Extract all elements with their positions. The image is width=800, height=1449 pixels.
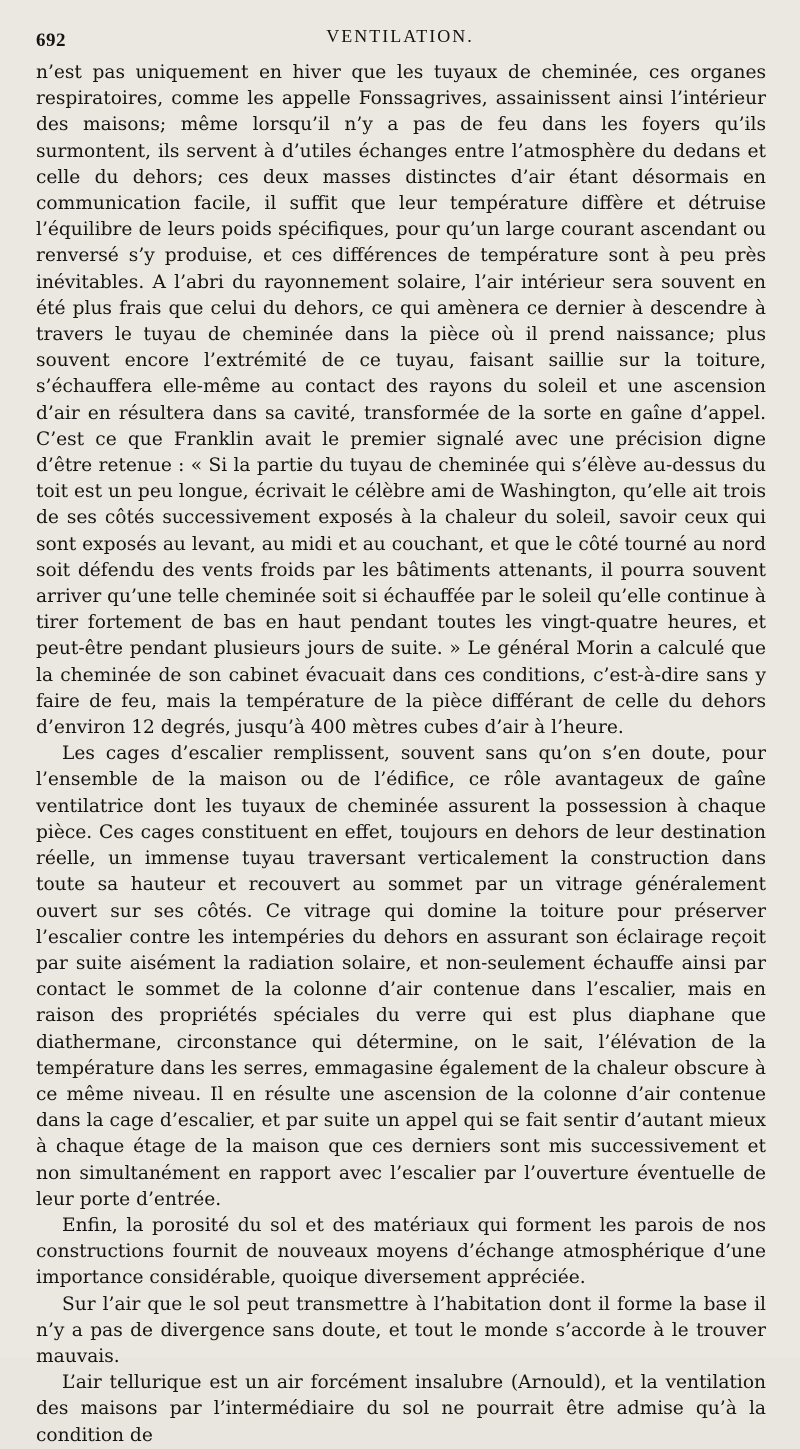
paragraph-2: Les cages d’escalier remplissent, souvent sans qu’on s’en doute, pour l’ensemble de la maison ou de l’édifice, ce rôle avantageux de gaîne ventilatrice dont les tuyaux de cheminée assurent la possession à chaque pièce. Ces cages constituent en effet, toujours en dehors de leur destination réelle, un immense tuyau traversant verticalement la construction dans toute sa hauteur et recouvert au sommet par un vitrage généralement ouvert sur ses côtés. Ce vitrage qui domine la toiture pour préserver l’escalier contre les intempéries du dehors en assurant son éclairage reçoit par suite aisément la radiation solaire, et non-seulement échauffe ainsi par contact le sommet de la colonne d’air contenue dans l’escalier, mais en raison des propriétés spéciales du verre qui est plus diaphane que diathermane, circonstance qui détermine, on le sait, l’élévation de la température dans les serres, emmagasine également de la chaleur obscure à ce même niveau. Il en résulte une ascension de la colonne d’air contenue dans la cage d’escalier, et par suite un appel qui se fait sentir d’autant mieux à chaque étage de la maison que ces derniers sont mis successivement et non simultanément en rapport avec l’escalier par l’ouverture éventuelle de leur porte d’entrée. (36, 743, 766, 1210)
running-head (36, 22, 764, 60)
page-number: 692 (36, 30, 66, 51)
body-text (36, 60, 766, 1449)
running-title: VENTILATION. (326, 26, 474, 46)
paragraph-4: Sur l’air que le sol peut transmettre à l’habitation dont il forme la base il n’y a pas de divergence sans doute, et tout le monde s’accorde à le trouver mauvais. (36, 1293, 766, 1367)
paragraph-1: n’est pas uniquement en hiver que les tuyaux de cheminée, ces organes respiratoires, comme les appelle Fonssagrives, assainissent ainsi l’intérieur des maisons; même lorsqu’il n’y a pas de feu dans les foyers qu’ils surmontent, ils servent à d’utiles échanges entre l’atmosphère du dedans et celle du dehors; ces deux masses distinctes d’air étant désormais en communication facile, il suffit que leur température diffère et détruise l’équilibre de leurs poids spécifiques, pour qu’un large courant ascendant ou renversé s’y produise, et ces différences de température sont à peu près inévitables. A l’abri du rayonnement solaire, l’air intérieur sera souvent en été plus frais que celui du dehors, ce qui amènera ce dernier à descendre à travers le tuyau de cheminée dans la pièce où il prend naissance; plus souvent encore l’extrémité de ce tuyau, faisant saillie sur la toiture, s’échauffera elle-même au contact des rayons du soleil et une ascension d’air en résultera dans sa cavité, transformée de la sorte en gaîne d’appel. C’est ce que Franklin avait le premier signalé avec une précision digne d’être retenue : « Si la partie du tuyau de cheminée qui s’élève au-dessus du toit est un peu longue, écrivait le célèbre ami de Washington, qu’elle ait trois de ses côtés successivement exposés à la chaleur du soleil, savoir ceux qui sont exposés au levant, au midi et au couchant, et que le côté tourné au nord soit défendu des vents froids par les bâtiments attenants, il pourra souvent arriver qu’une telle cheminée soit si échauffée par le soleil qu’elle continue à tirer fortement de bas en haut pendant toutes les vingt-quatre heures, et peut-être pendant plusieurs jours de suite. » Le général Morin a calculé que la cheminée de son cabinet évacuait dans ces conditions, c’est-à-dire sans y faire de feu, mais la température de la pièce différant de celle du dehors d’environ 12 degrés, jusqu’à 400 mètres cubes d’air à l’heure. (36, 62, 766, 739)
paragraph-5: L’air tellurique est un air forcément insalubre (Arnould), et la ventilation des maisons par l’intermédiaire du sol ne pourrait être admise qu’à la condition de (36, 1372, 766, 1446)
paragraph-3: Enfin, la porosité du sol et des matériaux qui forment les parois de nos constructions fournit de nouveaux moyens d’échange atmosphérique d’une importance considérable, quoique diversement appréciée. (36, 1214, 766, 1289)
